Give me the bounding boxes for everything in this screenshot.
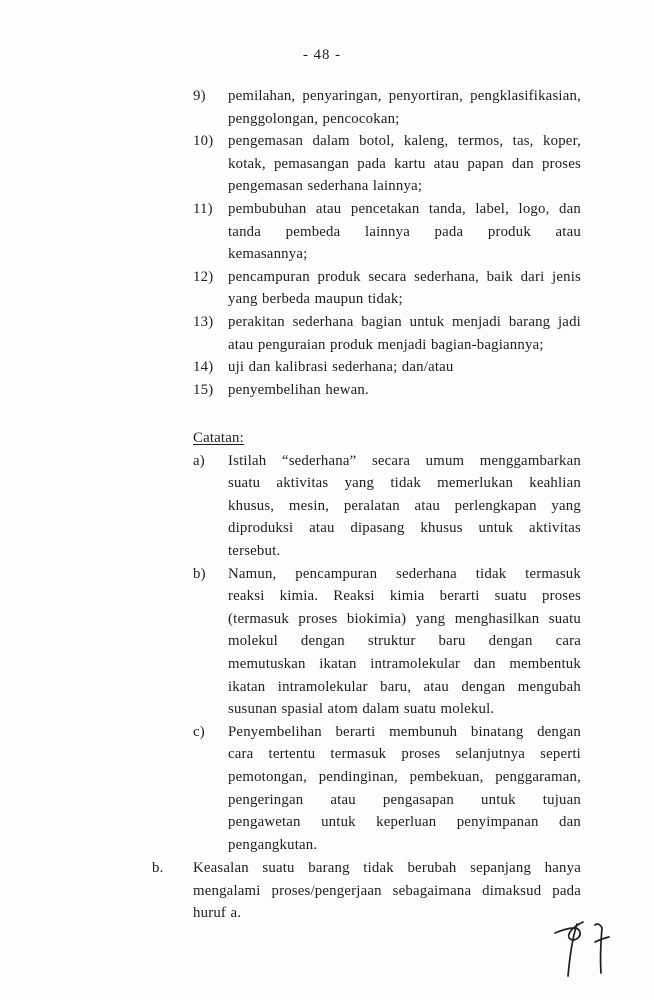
list-item	[193, 450, 581, 563]
text-line: khusus, mesin, peralatan atau perlengkapan yang	[228, 497, 581, 514]
text-line: molekul dengan struktur baru dengan cara	[228, 633, 581, 650]
text-line: huruf a.	[193, 905, 242, 922]
text-line: pencampuran produk secara sederhana, baik dari jenis	[228, 268, 581, 285]
text-line: yang berbeda maupun tidak;	[228, 291, 403, 308]
notes-list	[193, 450, 581, 857]
list-item	[193, 356, 581, 379]
text-line: Namun, pencampuran sederhana tidak termasuk	[228, 565, 581, 582]
item-body	[228, 198, 581, 266]
list-item	[193, 130, 581, 198]
notes-section	[193, 427, 581, 856]
item-body	[228, 311, 581, 356]
text-line: perakitan sederhana bagian untuk menjadi barang jadi	[228, 313, 581, 330]
text-line: Penyembelihan berarti membunuh binatang dengan	[228, 723, 581, 740]
item-marker: 10)	[193, 133, 214, 150]
text-line: pemilahan, penyaringan, penyortiran, pengklasifikasian,	[228, 88, 581, 104]
text-line: uji dan kalibrasi sederhana; dan/atau	[228, 359, 454, 376]
item-marker: 11)	[193, 200, 213, 217]
text-line: pengawetan untuk keperluan penyimpanan dan	[228, 814, 581, 831]
notes-heading: Catatan:	[193, 430, 244, 446]
item-body	[193, 857, 581, 925]
text-line: memutuskan ikatan intramolekular dan membentuk	[228, 655, 581, 672]
text-line: atau penguraian produk menjadi bagian-bagiannya;	[228, 336, 544, 353]
list-item	[193, 563, 581, 721]
list-item	[152, 857, 581, 925]
text-line: pemotongan, pendinginan, pembekuan, penggaraman,	[228, 768, 581, 785]
item-marker: 13)	[193, 313, 214, 330]
text-line: susunan spasial atom dalam suatu molekul.	[228, 701, 495, 718]
item-body	[228, 379, 581, 402]
text-line: penyembelihan hewan.	[228, 381, 369, 398]
item-marker: b)	[193, 565, 206, 582]
item-body	[228, 266, 581, 311]
item-body	[228, 130, 581, 198]
list-item	[193, 311, 581, 356]
list-item	[193, 85, 581, 130]
text-line: penggolongan, pencocokan;	[228, 110, 400, 127]
text-line: ikatan intramolekular baru, atau dengan mengubah	[228, 678, 581, 695]
text-line: diproduksi atau dipasang khusus untuk aktivitas	[228, 520, 581, 537]
text-line: kemasannya;	[228, 246, 308, 263]
item-body	[228, 450, 581, 563]
numbered-list	[193, 85, 581, 401]
signature-initials-icon	[550, 916, 616, 982]
list-item	[193, 198, 581, 266]
item-body	[228, 85, 581, 130]
item-marker: 9)	[193, 88, 206, 104]
page-number: - 48 -	[302, 47, 342, 63]
outer-list-item-b	[152, 857, 581, 925]
text-line: cara tertentu termasuk proses selanjutnya seperti	[228, 746, 581, 763]
text-line: kotak, pemasangan pada kartu atau papan dan proses	[228, 155, 581, 172]
list-item	[193, 721, 581, 857]
item-body	[228, 563, 581, 721]
text-line: tanda pembeda lainnya pada produk atau	[228, 223, 581, 240]
text-line: suatu aktivitas yang tidak memerlukan keahlian	[228, 475, 581, 492]
text-line: pengemasan dalam botol, kaleng, termos, tas, koper,	[228, 133, 581, 150]
text-line: Keasalan suatu barang tidak berubah sepanjang hanya	[193, 860, 581, 876]
item-marker: a)	[193, 452, 205, 469]
item-marker: c)	[193, 723, 205, 740]
text-line: (termasuk proses biokimia) yang menghasilkan suatu	[228, 610, 581, 627]
item-marker: 14)	[193, 359, 214, 376]
item-marker: 15)	[193, 381, 214, 398]
text-line: pengemasan sederhana lainnya;	[228, 178, 423, 195]
list-item	[193, 379, 581, 402]
item-body	[228, 721, 581, 857]
item-body	[228, 356, 581, 379]
text-line: tersebut.	[228, 542, 281, 559]
item-marker: 12)	[193, 268, 214, 285]
text-line: pengeringan atau pengasapan untuk tujuan	[228, 791, 581, 808]
list-item	[193, 266, 581, 311]
text-line: pembubuhan atau pencetakan tanda, label, logo, dan	[228, 200, 581, 217]
text-line: Istilah “sederhana” secara umum menggambarkan	[228, 452, 581, 469]
item-marker: b.	[152, 860, 164, 876]
text-line: pengangkutan.	[228, 836, 318, 853]
text-line: mengalami proses/pengerjaan sebagaimana dimaksud pada	[193, 882, 581, 899]
text-line: reaksi kimia. Reaksi kimia berarti suatu proses	[228, 588, 581, 605]
